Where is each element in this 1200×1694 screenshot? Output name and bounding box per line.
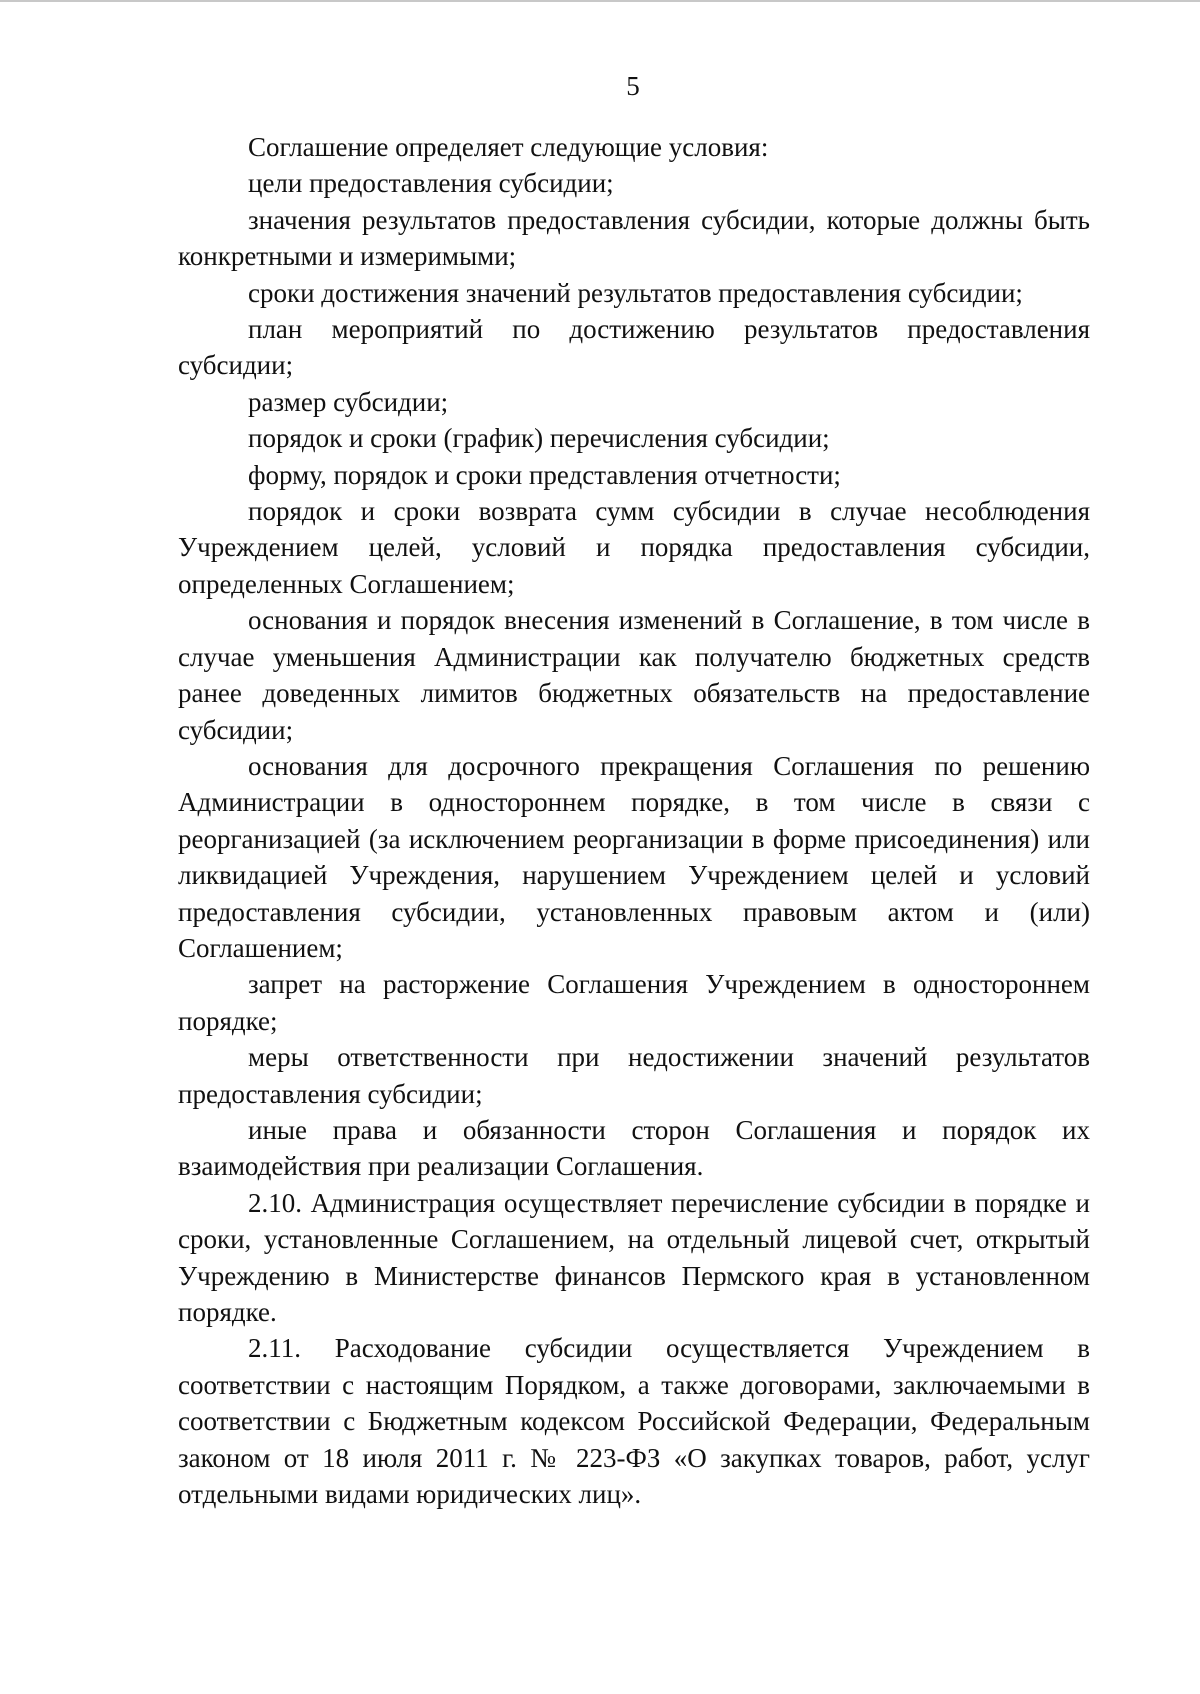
page-number: 5: [626, 71, 640, 101]
document-body: [178, 129, 1090, 1512]
paragraph-conditions-intro: Соглашение определяет следующие условия:: [248, 132, 769, 162]
paragraph-amendments: основания и порядок внесения изменений в Соглашение, в том числе в случае уменьшения Администрации как получателю бюджетных средств ранее доведенных лимитов бюджетных обязательств на предоставление субсидии;: [178, 605, 1090, 745]
paragraph-result-values: значения результатов предоставления субсидии, которые должны быть конкретными и измеримыми;: [178, 204, 1090, 272]
paragraph-reporting: форму, порядок и сроки представления отчетности;: [248, 459, 841, 490]
paragraph-section-2-11: 2.11. Расходование субсидии осуществляется Учреждением в соответствии с настоящим Порядком, а также договорами, заключаемыми в соответствии с Бюджетным кодексом Российской Федерации, Федеральным законом от 18 июля 2011 г. № 223-ФЗ «О закупках товаров, работ, услуг отдельными видами юридических лиц».: [178, 1333, 1090, 1510]
paragraph-subsidy-goals: цели предоставления субсидии;: [248, 168, 614, 199]
paragraph-result-deadlines: сроки достижения значений результатов предоставления субсидии;: [248, 277, 1023, 308]
paragraph-liability: меры ответственности при недостижении значений результатов предоставления субсидии;: [178, 1042, 1090, 1109]
paragraph-other-rights: иные права и обязанности сторон Соглашения и порядок их взаимодействия при реализации Соглашения.: [178, 1114, 1090, 1182]
paragraph-termination-ban: запрет на расторжение Соглашения Учреждением в одностороннем порядке;: [178, 969, 1090, 1036]
paragraph-action-plan: план мероприятий по достижению результатов предоставления субсидии;: [178, 314, 1090, 381]
paragraph-section-2-10: 2.10. Администрация осуществляет перечисление субсидии в порядке и сроки, установленные Соглашением, на отдельный лицевой счет, открытый Учреждению в Министерстве финансов Пермского края в установленном порядке.: [178, 1187, 1090, 1327]
paragraph-early-termination: основания для досрочного прекращения Соглашения по решению Администрации в одностороннем порядке, в том числе в связи с реорганизацией (за исключением реорганизации в форме присоединения) или ликвидацией Учреждения, нарушением Учреждением целей и условий предоставления субсидии, установленных правовым актом и (или) Соглашением;: [178, 750, 1090, 963]
page-edge: [0, 0, 1200, 2]
paragraph-refund: порядок и сроки возврата сумм субсидии в случае несоблюдения Учреждением целей, условий и порядка предоставления субсидии, определенных Соглашением;: [178, 496, 1090, 599]
paragraph-transfer-schedule: порядок и сроки (график) перечисления субсидии;: [248, 423, 830, 454]
paragraph-subsidy-amount: размер субсидии;: [248, 386, 449, 417]
